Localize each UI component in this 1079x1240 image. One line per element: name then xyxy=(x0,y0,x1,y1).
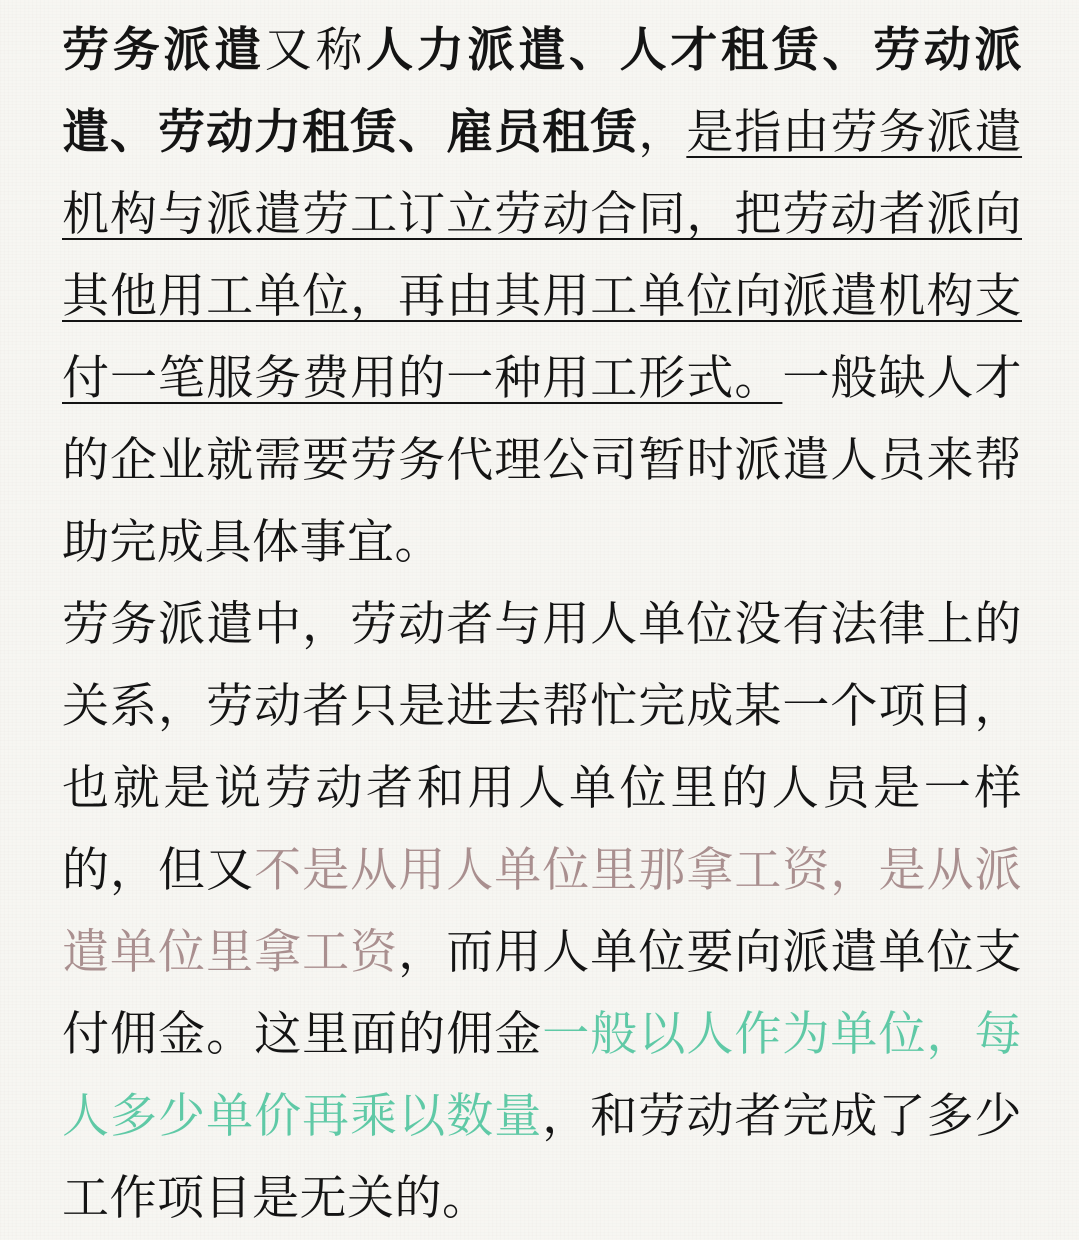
article-body xyxy=(62,10,1022,1240)
paragraph-definition xyxy=(62,10,1022,584)
highlight-commission-rule: 一般以人作为单位，每人多少单价再乘以数量 xyxy=(62,1007,1023,1144)
highlight-wage-source: 不是从用人单位里那拿工资，是从派遣单位里拿工资 xyxy=(62,843,1023,980)
text-usage: 一般缺人才的企业就需要劳务代理公司暂时派遣人员来帮助完成具体事宜。 xyxy=(62,351,1023,570)
paragraph-explanation xyxy=(62,584,1022,1240)
text-relationship: 劳务派遣中，劳动者与用人单位没有法律上的关系，劳动者只是进去帮忙完成某一个项目，也就是说劳动者和用人单位里的人员是一样的，但又 xyxy=(62,597,1022,898)
definition-underlined: 是指由劳务派遣机构与派遣劳工订立劳动合同，把劳动者派向其他用工单位，再由其用工单位向派遣机构支付一笔服务费用的一种用工形式。 xyxy=(62,105,1023,406)
text-conclusion: ，和劳动者完成了多少工作项目是无关的。 xyxy=(62,1089,1023,1226)
text-commission: ，而用人单位要向派遣单位支付佣金。这里面的佣金 xyxy=(62,925,1023,1062)
text-comma: ， xyxy=(638,105,687,160)
text-also-called: 又称 xyxy=(264,23,367,78)
term-aliases: 人力派遣、人才租赁、劳动派遣、劳动力租赁、雇员租赁 xyxy=(62,23,1023,160)
term-labor-dispatch: 劳务派遣 xyxy=(62,23,265,78)
